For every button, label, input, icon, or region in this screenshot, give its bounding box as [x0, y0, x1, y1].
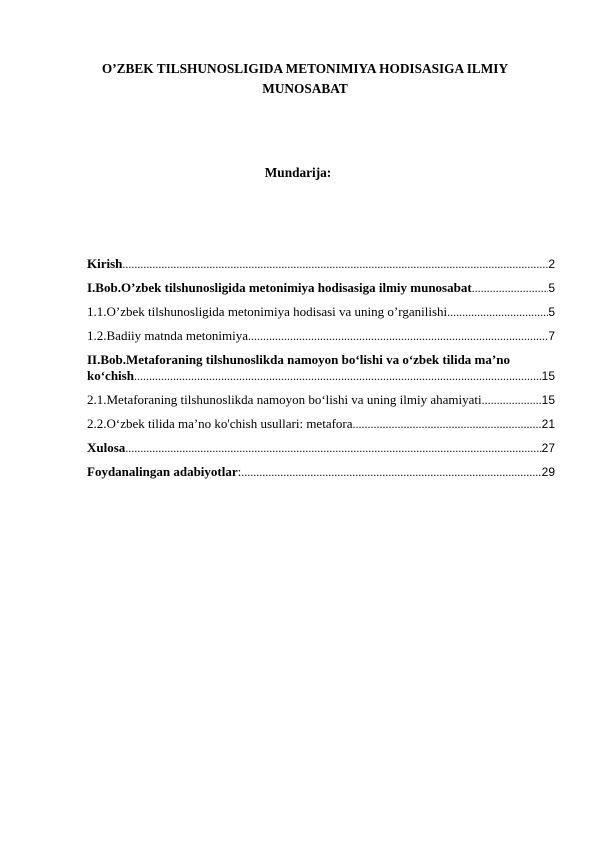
toc-entry-references[interactable] — [87, 464, 555, 480]
toc-entry-label: Xulosa — [87, 440, 126, 455]
toc-leader-dots — [447, 304, 548, 320]
toc-leader-dots — [134, 368, 542, 384]
toc-leader-dots — [241, 464, 541, 480]
toc-entry-label: Kirish — [87, 256, 123, 271]
toc-entry-kirish[interactable] — [87, 256, 555, 272]
contents-heading: Mundarija: — [264, 165, 332, 180]
toc-entry-section-2-2[interactable] — [87, 416, 555, 432]
document-title: O’ZBEK TILSHUNOSLIGIDA METONIMIYA HODISASIGA ILMIY MUNOSABAT — [101, 61, 509, 96]
toc-entry-label-suffix: : — [237, 464, 242, 479]
toc-page-number: 15 — [541, 393, 555, 407]
toc-entry-section-1-1[interactable] — [87, 304, 555, 320]
toc-entry-label: Foydanalingan adabiyotlar — [87, 464, 238, 479]
toc-page-number: 29 — [541, 465, 555, 479]
toc-leader-dots — [125, 440, 541, 456]
toc-entry-label: 1.1.O’zbek tilshunosligida metonimiya hodisasi va uning o’rganilishi — [87, 304, 448, 319]
toc-entry-label: 2.1.Metaforaning tilshunoslikda namoyon bo‘lishi va uning ilmiy ahamiyati — [87, 392, 482, 407]
toc-page-number: 5 — [548, 281, 555, 295]
toc-leader-dots — [122, 256, 548, 272]
toc-page-number: 7 — [548, 329, 555, 343]
toc-page-number: 5 — [548, 305, 555, 319]
toc-page-number: 21 — [541, 417, 555, 431]
toc-entry-xulosa[interactable] — [87, 440, 555, 456]
toc-entry-label: 1.2.Badiiy matnda metonimiya — [87, 328, 249, 343]
toc-entry-label: I.Bob.O’zbek tilshunosligida metonimiya hodisasiga ilmiy munosabat — [87, 280, 472, 295]
toc-leader-dots — [353, 416, 542, 432]
toc-leader-dots — [248, 328, 548, 344]
toc-entry-chapter-1[interactable] — [87, 280, 555, 296]
toc-entry-label-line2: ko‘chish — [87, 368, 134, 383]
toc-entry-chapter-2[interactable] — [87, 352, 555, 384]
toc-leader-dots — [482, 392, 542, 408]
toc-leader-dots — [472, 280, 549, 296]
toc-entry-section-1-2[interactable] — [87, 328, 555, 344]
toc-page-number: 27 — [541, 441, 555, 455]
toc-entry-label-line1: II.Bob.Metaforaning tilshunoslikda namoyon bo‘lishi va o‘zbek tilida ma’no — [87, 352, 510, 367]
table-of-contents — [87, 256, 555, 488]
toc-page-number: 15 — [541, 369, 555, 383]
toc-entry-section-2-1[interactable] — [87, 392, 555, 408]
toc-page-number: 2 — [548, 257, 555, 271]
toc-entry-label: 2.2.O‘zbek tilida ma’no ko'chish usullari: metafora — [87, 416, 353, 431]
